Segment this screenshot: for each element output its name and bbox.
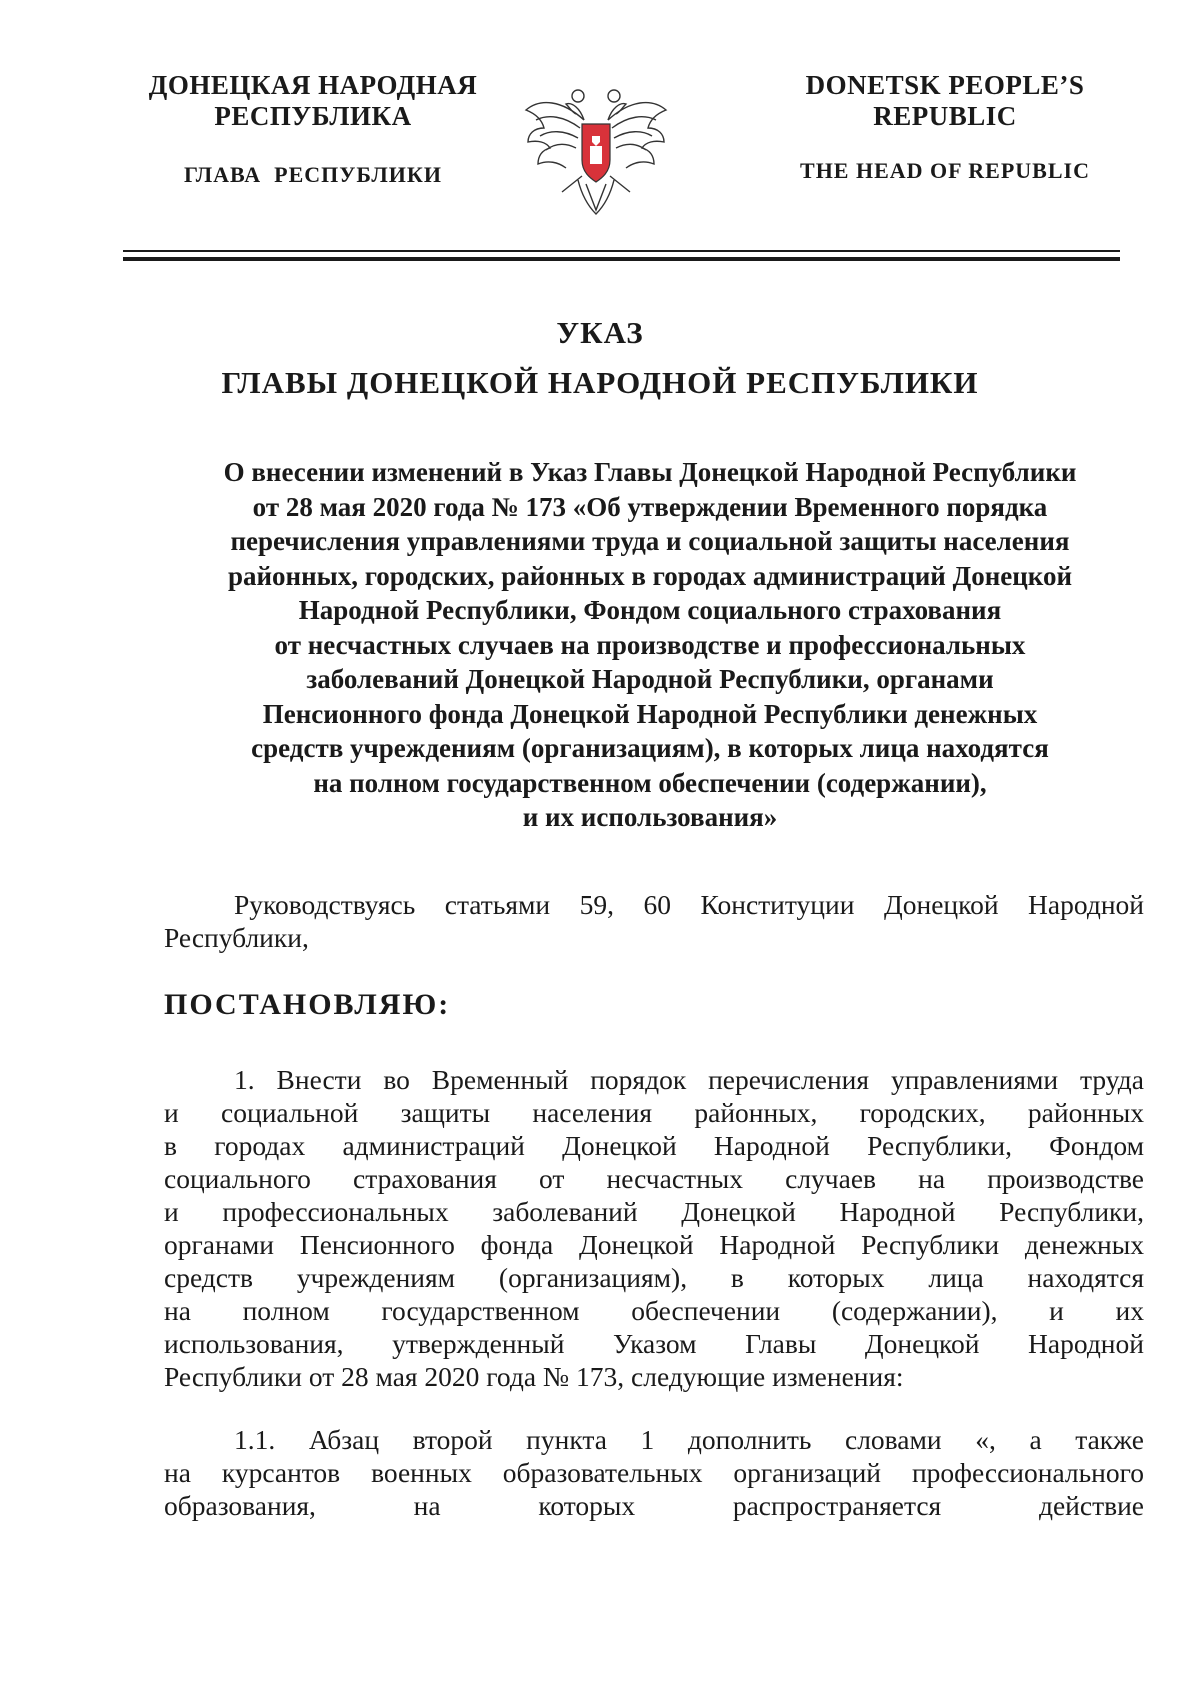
basis-line: Руководствуясь статьями 59, 60 Конституции Донецкой Народной	[234, 889, 1144, 920]
header-left-title-line2: РЕСПУБЛИКА	[214, 101, 412, 132]
document-subject	[160, 455, 1140, 835]
document-issuer: ГЛАВЫ ДОНЕЦКОЙ НАРОДНОЙ РЕСПУБЛИКИ	[221, 365, 979, 400]
item-1-line: 1. Внести во Временный порядок перечисления управлениями труда	[234, 1064, 1144, 1095]
item-1-line: органами Пенсионного фонда Донецкой Народной Республики денежных	[164, 1229, 1144, 1260]
header-right-subtitle: THE HEAD OF REPUBLIC	[800, 158, 1090, 184]
subject-line: от несчастных случаев на производстве и профессиональных	[274, 629, 1026, 660]
header-left-title-line1: ДОНЕЦКАЯ НАРОДНАЯ	[148, 70, 478, 100]
coat-of-arms-icon	[522, 80, 670, 218]
item-1-line: и социальной защиты населения районных, городских, районных	[164, 1097, 1144, 1128]
item-1-line: средств учреждениям (организациям), в которых лица находятся	[164, 1262, 1144, 1293]
item-1-1-paragraph	[164, 1423, 1144, 1522]
basis-line: Республики,	[164, 922, 309, 953]
subject-line: О внесении изменений в Указ Главы Донецкой Народной Республики	[223, 457, 1077, 487]
header-left-title	[128, 70, 498, 132]
header-left	[128, 70, 498, 187]
item-1-line: и профессиональных заболеваний Донецкой Народной Республики,	[164, 1196, 1144, 1227]
subject-line: от 28 мая 2020 года № 173 «Об утверждении Временного порядка	[252, 491, 1048, 522]
item-1-1-line: на курсантов военных образовательных организаций профессионального	[164, 1457, 1144, 1488]
subject-line: заболеваний Донецкой Народной Республики, органами	[306, 664, 994, 694]
subject-line: перечисления управлениями труда и социальной защиты населения	[230, 526, 1070, 556]
document-type: УКАЗ	[556, 315, 644, 350]
item-1-1-line: образования, на которых распространяется действие	[164, 1490, 1144, 1521]
header-right-title-line1: DONETSK PEOPLE’S	[805, 70, 1085, 100]
subject-line: районных, городских, районных в городах администраций Донецкой	[227, 560, 1073, 591]
header-right-title	[785, 70, 1105, 132]
item-1-1-line: 1.1. Абзац второй пункта 1 дополнить словами «, а также	[234, 1424, 1144, 1455]
header-divider-thin	[123, 250, 1120, 252]
header-left-subtitle: ГЛАВА РЕСПУБЛИКИ	[184, 162, 442, 188]
item-1-line: на полном государственном обеспечении (содержании), и их	[164, 1295, 1144, 1326]
header-right	[785, 70, 1105, 183]
basis-paragraph	[164, 888, 1144, 954]
item-1-paragraph	[164, 1063, 1144, 1393]
item-1-line: социального страхования от несчастных случаев на производстве	[164, 1163, 1144, 1194]
subject-line: средств учреждениям (организациям), в которых лица находятся	[251, 733, 1049, 763]
item-1-line: использования, утвержденный Указом Главы Донецкой Народной	[164, 1328, 1144, 1359]
item-1-line: в городах администраций Донецкой Народной Республики, Фондом	[164, 1130, 1144, 1161]
subject-line: и их использования»	[522, 802, 778, 832]
header-divider-thick	[123, 257, 1120, 261]
header-right-title-line2: REPUBLIC	[873, 101, 1017, 132]
subject-line: на полном государственном обеспечении (содержании),	[313, 767, 987, 798]
decree-word: ПОСТАНОВЛЯЮ:	[164, 988, 451, 1021]
item-1-line: Республики от 28 мая 2020 года № 173, следующие изменения:	[164, 1361, 904, 1392]
subject-line: Пенсионного фонда Донецкой Народной Республики денежных	[262, 698, 1038, 729]
subject-line: Народной Республики, Фондом социального страхования	[298, 595, 1002, 625]
